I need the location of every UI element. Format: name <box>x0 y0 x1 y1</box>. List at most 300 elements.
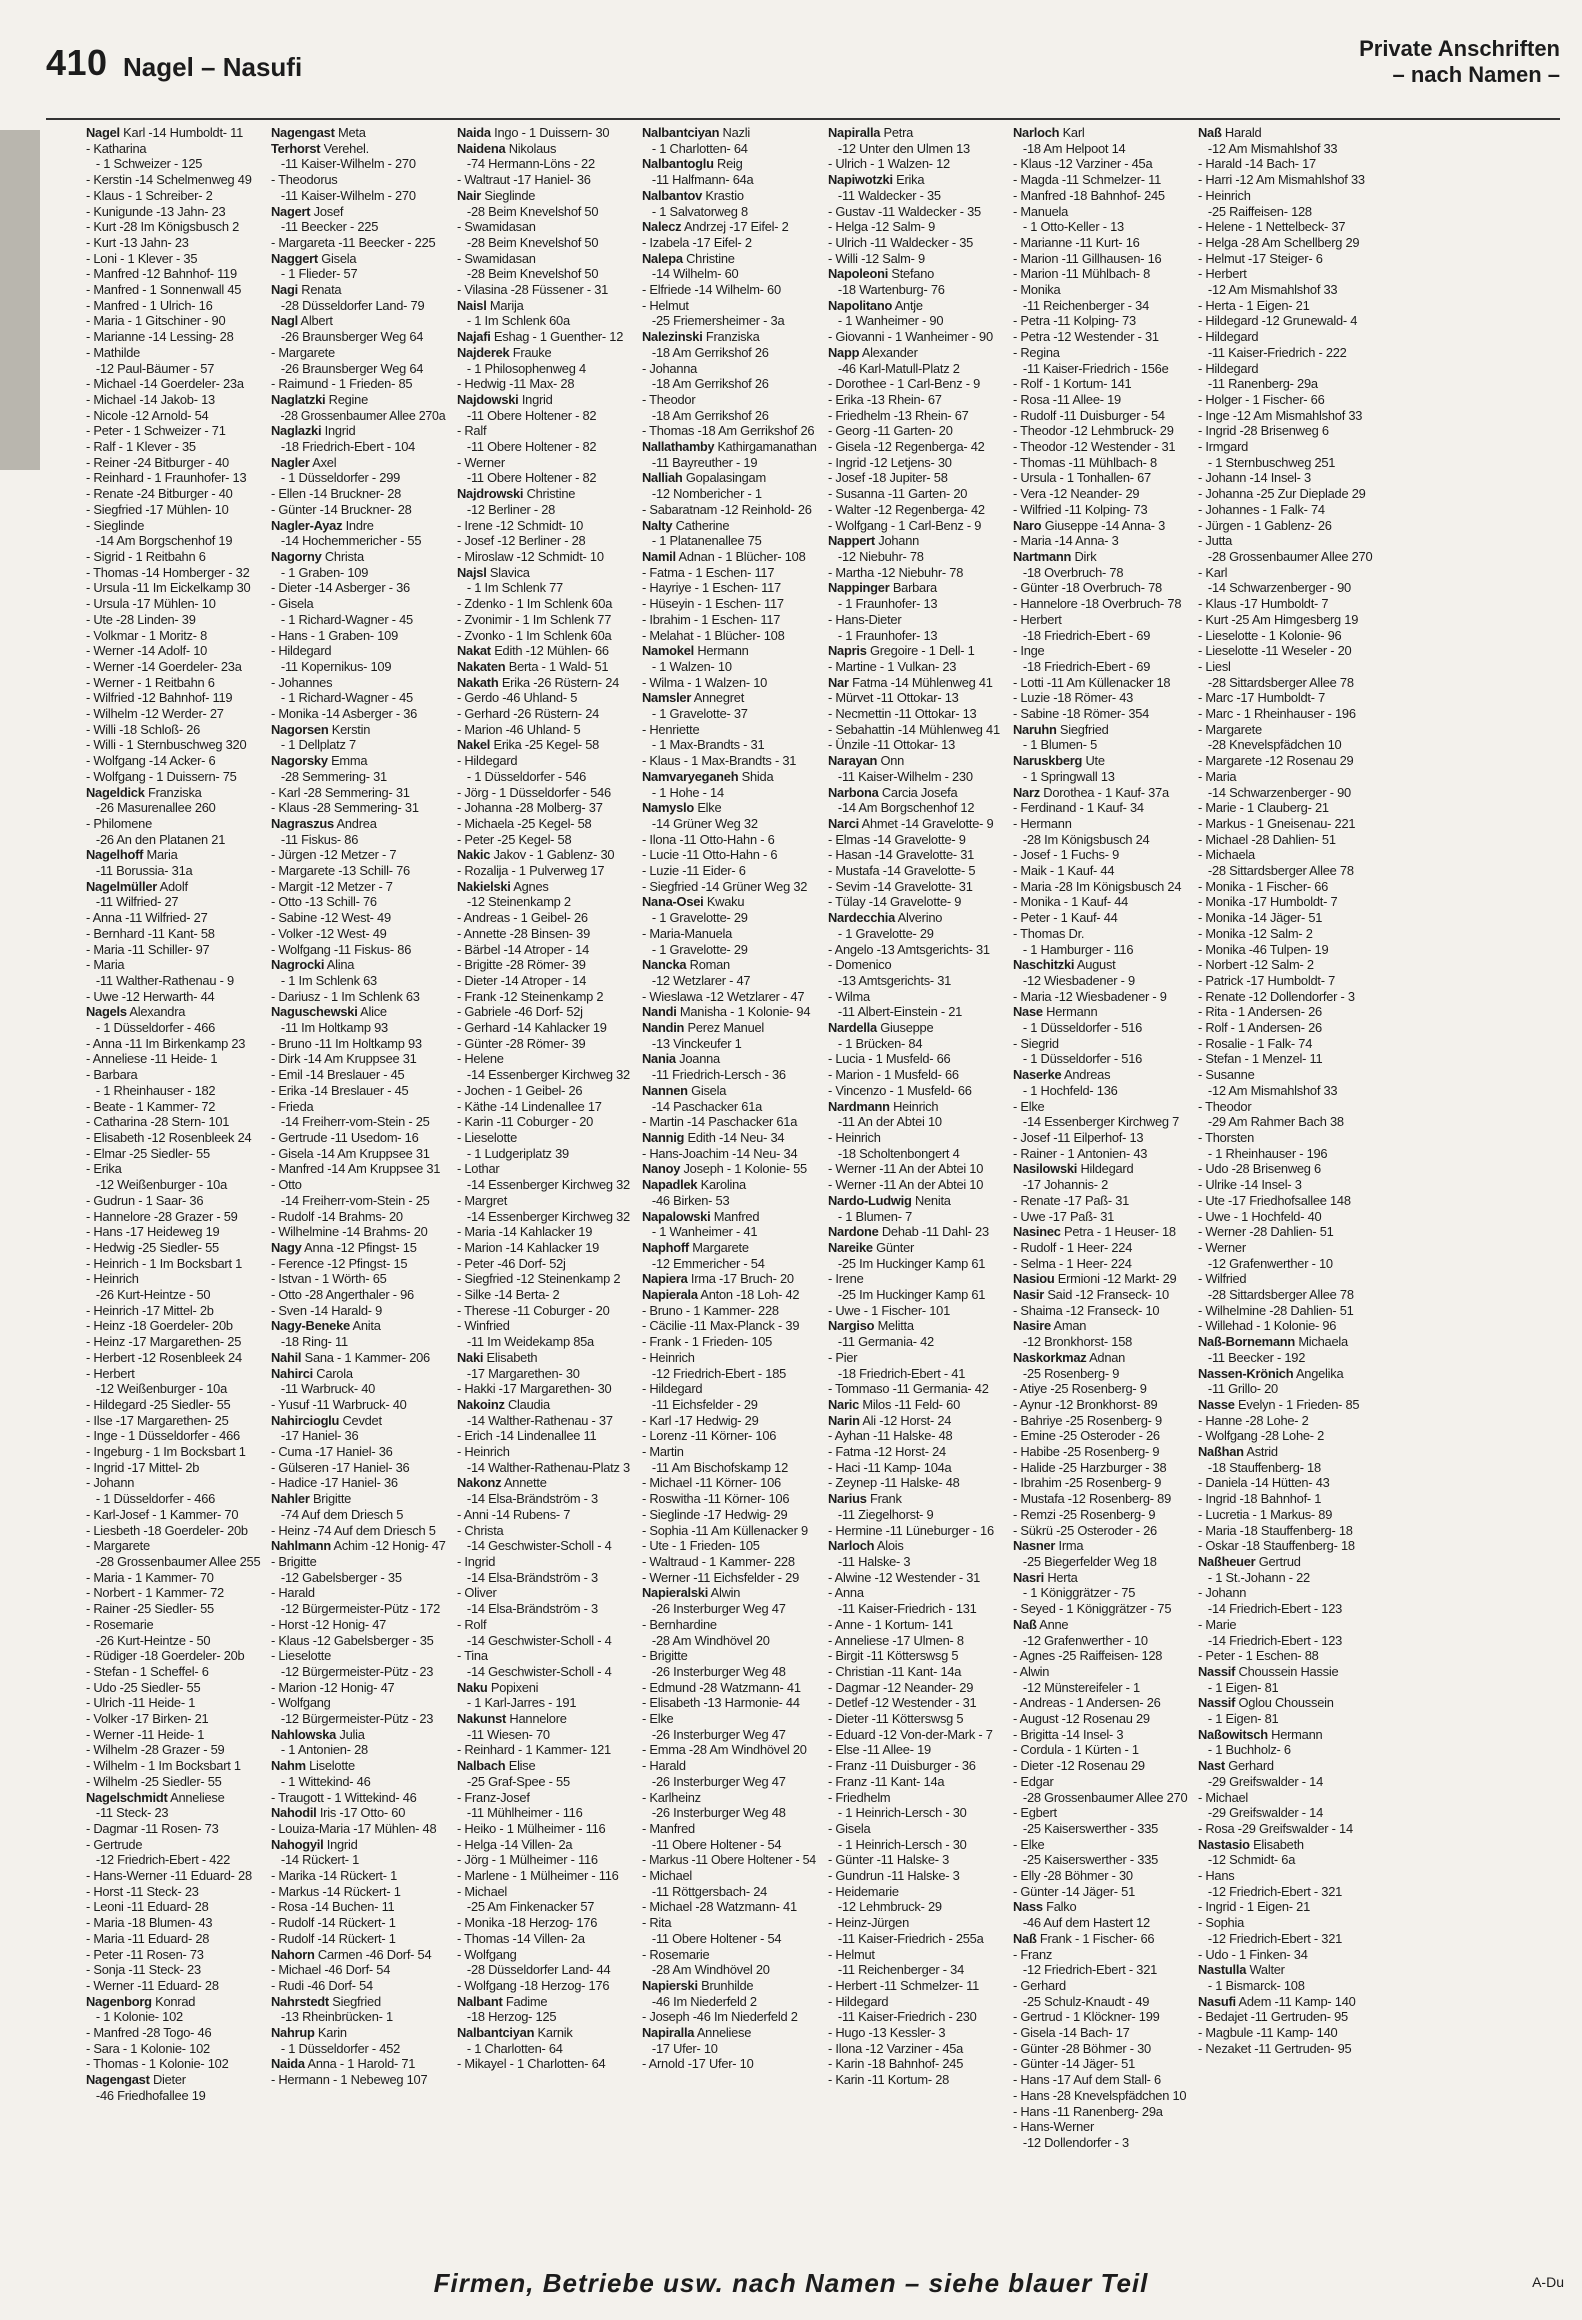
directory-entry: - Sophia -11 Am Küllenacker 9 <box>642 1522 809 1538</box>
directory-entry: - Oliver <box>456 1585 497 1601</box>
directory-entry: - Peter -46 Dorf- 52j <box>456 1255 566 1271</box>
directory-entry: Nagengast Dieter <box>86 2072 186 2088</box>
directory-entry: - Josef -12 Berliner - 28 <box>456 533 586 549</box>
directory-entry: -12 Paul-Bäumer - 57 <box>95 360 215 376</box>
directory-entry: - Marion -12 Honig- 47 <box>271 1679 395 1695</box>
directory-entry: -18 Herzog- 125 <box>466 2009 557 2025</box>
directory-entry: - Margareta -11 Beecker - 225 <box>271 234 436 250</box>
directory-entry: -13 Rheinbrücken- 1 <box>281 2009 394 2025</box>
directory-entry: Naskorkmaz Adnan <box>1012 1349 1125 1365</box>
directory-entry: - Siegrid <box>1012 1035 1059 1051</box>
directory-entry: Nakonz Annette <box>456 1475 547 1491</box>
directory-entry: - 1 Charlotten- 64 <box>652 140 748 156</box>
directory-entry: - Eduard -12 Von-der-Mark - 7 <box>827 1726 993 1742</box>
directory-entry: Nagels Alexandra <box>86 1004 186 1020</box>
directory-entry: - Ference -12 Pfingst- 15 <box>271 1255 408 1271</box>
directory-entry: - Markus -14 Rückert- 1 <box>271 1883 401 1899</box>
directory-entry: - Hermine -11 Lüneburger - 16 <box>827 1522 994 1538</box>
directory-entry: Napris Gregoire - 1 Dell- 1 <box>827 643 975 659</box>
directory-entry: - Rüdiger -18 Goerdeler- 20b <box>86 1648 245 1664</box>
directory-entry: - Zeynep -11 Halske- 48 <box>827 1475 960 1491</box>
directory-entry: -11 Halske- 3 <box>837 1553 910 1569</box>
directory-entry: - Werner -11 An der Abtei 10 <box>827 1177 983 1193</box>
directory-entry: - Rolf <box>456 1616 487 1632</box>
directory-entry: - Gerhard -26 Rüstern- 24 <box>456 706 599 722</box>
directory-entry: - Cordula - 1 Kürten - 1 <box>1012 1742 1139 1758</box>
directory-entry: - Hans -11 Ranenberg- 29a <box>1012 2103 1163 2119</box>
directory-entry: Nagorsky Emma <box>271 753 368 769</box>
directory-entry: -11 Kopernikus- 109 <box>281 658 392 674</box>
directory-entry: Nalbantciyan Karnik <box>456 2025 573 2041</box>
directory-entry: Nair Sieglinde <box>456 187 535 203</box>
directory-entry: - Else -11 Allee- 19 <box>827 1742 931 1758</box>
directory-entry: - 1 Heinrich-Lersch - 30 <box>837 1836 967 1852</box>
directory-entry: -29 Am Rahmer Bach 38 <box>1208 1114 1345 1130</box>
directory-entry: -12 Bronkhorst- 158 <box>1022 1334 1132 1350</box>
directory-entry: Nanoy Joseph - 1 Kolonie- 55 <box>642 1161 808 1177</box>
directory-entry: Nakel Erika -25 Kegel- 58 <box>456 737 599 753</box>
directory-entry: - Monika - 1 Kauf- 44 <box>1012 894 1128 910</box>
directory-entry: Nalty Catherine <box>642 517 730 533</box>
directory-entry: - 1 Dellplatz 7 <box>281 737 357 753</box>
directory-entry: - Johanna <box>642 360 698 376</box>
directory-entry: -14 Am Borgschenhof 12 <box>837 800 974 816</box>
directory-entry: - 1 Max-Brandts - 31 <box>652 737 765 753</box>
directory-entry: Napolitano Antje <box>827 297 923 313</box>
directory-entry: - Josef -18 Jupiter- 58 <box>827 470 948 486</box>
directory-entry: - Maria -12 Wiesbadener - 9 <box>1012 988 1167 1004</box>
directory-entry: -11 Kaiser-Friedrich - 156e <box>1022 360 1169 376</box>
directory-entry: Nast Gerhard <box>1198 1758 1275 1774</box>
directory-entry: - Hans-Werner -11 Eduard- 28 <box>86 1868 252 1884</box>
directory-entry: - Klaus -17 Humboldt- 7 <box>1198 596 1329 612</box>
directory-entry: Namokel Hermann <box>642 643 749 659</box>
directory-entry: - Therese -11 Coburger - 20 <box>456 1302 610 1318</box>
directory-entry: Nagi Renata <box>271 282 342 298</box>
directory-entry: - Cuma -17 Haniel- 36 <box>271 1444 393 1460</box>
directory-entry: -25 Graf-Spee - 55 <box>466 1773 570 1789</box>
directory-entry: - Maria -18 Stauffenberg- 18 <box>1198 1522 1353 1538</box>
directory-entry: -17 Margarethen- 30 <box>466 1365 580 1381</box>
directory-entry: - Anna -11 Wilfried- 27 <box>86 910 208 926</box>
directory-entry: -12 Dollendorfer - 3 <box>1022 2135 1129 2150</box>
directory-entry: Naglatzki Regine <box>271 391 369 407</box>
directory-entry: Naglazki Ingrid <box>271 423 356 439</box>
directory-entry: - Ute -28 Linden- 39 <box>86 611 196 627</box>
directory-entry: - Maria -14 Kahlacker 19 <box>456 1224 592 1240</box>
directory-entry: - Brigitta -14 Insel- 3 <box>1012 1726 1124 1742</box>
directory-entry: Nardmann Heinrich <box>827 1098 938 1114</box>
directory-entry: - Werner <box>1198 1239 1247 1255</box>
directory-entry: -18 Am Gerrikshof 26 <box>652 376 769 392</box>
directory-entry: - Christa <box>456 1522 504 1538</box>
directory-entry: -28 Am Windhövel 20 <box>652 1962 770 1978</box>
footer-note: Firmen, Betriebe usw. nach Namen – siehe blauer Teil <box>433 2268 1149 2298</box>
directory-entry: - Theodorus <box>271 172 338 188</box>
directory-entry: - 1 Antonien- 28 <box>281 1742 369 1758</box>
directory-entry: - Ingrid - 1 Eigen- 21 <box>1198 1899 1311 1915</box>
directory-entry: - 1 Graben- 109 <box>281 564 369 580</box>
directory-entry: - Birgit -11 Kötterswsg 5 <box>827 1648 958 1664</box>
directory-entry: Nappinger Barbara <box>827 580 937 596</box>
directory-entry: - Udo -25 Siedler- 55 <box>86 1679 201 1695</box>
directory-entry: - Kerstin -14 Schelmenweg 49 <box>86 172 252 188</box>
directory-entry: Nagert Josef <box>271 203 344 219</box>
directory-entry: - Horst -12 Honig- 47 <box>271 1616 387 1632</box>
directory-entry: Nardone Dehab -11 Dahl- 23 <box>827 1224 989 1240</box>
directory-entry: Nahrstedt Siegfried <box>271 1993 382 2009</box>
directory-entry: -26 An den Platanen 21 <box>95 831 226 847</box>
directory-entry: - Elmas -14 Gravelotte- 9 <box>827 831 966 847</box>
directory-entry: -12 Friedrich-Ebert - 422 <box>95 1852 231 1868</box>
directory-entry: Nardo-Ludwig Nenita <box>827 1192 951 1208</box>
directory-entry: Nassif Oglou Choussein <box>1198 1695 1334 1711</box>
directory-entry: -11 Obere Holtener - 82 <box>466 439 597 455</box>
directory-entry: -11 Kaiser-Friedrich - 255a <box>837 1930 983 1946</box>
directory-entry: Narbona Carcia Josefa <box>827 784 957 800</box>
directory-entry: -11 Im Holtkamp 93 <box>281 1020 389 1036</box>
directory-entry: - Hermann <box>1012 815 1072 831</box>
directory-entry: -12 Wetzlarer - 47 <box>652 972 751 988</box>
directory-entry: - Rita - 1 Andersen- 26 <box>1198 1004 1323 1020</box>
directory-entry: - Sophia <box>1198 1915 1245 1931</box>
directory-entry: - Werner -11 Heide- 1 <box>86 1726 205 1742</box>
directory-entry: -29 Greifswalder - 14 <box>1208 1805 1324 1821</box>
directory-entry: - 1 St.-Johann - 22 <box>1208 1569 1311 1585</box>
directory-entry: -11 Obere Holtener - 54 <box>652 1930 782 1946</box>
directory-entry: Nannen Gisela <box>642 1082 727 1098</box>
directory-entry: - Inge - 1 Düsseldorfer - 466 <box>86 1428 240 1444</box>
directory-entry: - Reinhard - 1 Fraunhofer- 13 <box>86 470 247 486</box>
directory-entry: - Margarete <box>86 1538 150 1554</box>
directory-entry: - Franz <box>1012 1946 1052 1962</box>
directory-entry: -12 Friedrich-Ebert - 321 <box>1022 1962 1157 1978</box>
directory-entry: - Hildegard <box>642 1381 703 1397</box>
directory-entry: Naidena Nikolaus <box>456 140 556 156</box>
directory-entry: -11 Wiesen- 70 <box>466 1726 550 1742</box>
directory-entry: -28 Sittardsberger Allee 78 <box>1208 863 1355 879</box>
directory-entry: Naida Anna - 1 Harold- 71 <box>271 2056 416 2072</box>
directory-entry: - Klaus -12 Varziner - 45a <box>1012 156 1153 172</box>
directory-entry: - Sabine -18 Römer- 354 <box>1012 706 1149 722</box>
directory-entry: - Karlheinz <box>642 1789 701 1805</box>
directory-entry: - Maik - 1 Kauf- 44 <box>1012 863 1115 879</box>
directory-entry: Nalliah Gopalasingam <box>642 470 767 486</box>
directory-entry: - Mustafa -14 Gravelotte- 5 <box>827 863 975 879</box>
directory-entry: - Maria -11 Eduard- 28 <box>86 1930 210 1946</box>
directory-entry: - Rosa -11 Allee- 19 <box>1012 391 1121 407</box>
directory-entry: - Erika -13 Rhein- 67 <box>827 391 942 407</box>
directory-entry: - 1 Fraunhofer- 13 <box>837 596 937 612</box>
directory-entry: Nasiou Ermioni -12 Markt- 29 <box>1012 1271 1177 1287</box>
directory-entry: - Hans-Werner <box>1012 2119 1094 2135</box>
directory-entry: - Theodor -12 Westender - 31 <box>1012 439 1176 455</box>
directory-entry: - Gülseren -17 Haniel- 36 <box>271 1459 410 1475</box>
directory-entry: - Marianne -14 Lessing- 28 <box>86 329 234 345</box>
directory-entry: Nargiso Melitta <box>827 1318 914 1334</box>
directory-entry: Nasir Said -12 Franseck- 10 <box>1012 1287 1169 1303</box>
directory-entry: Naserke Andreas <box>1012 1067 1111 1083</box>
directory-entry: -14 Essenberger Kirchweg 32 <box>466 1067 630 1083</box>
directory-entry: - Dagmar -12 Neander- 29 <box>827 1679 973 1695</box>
directory-entry: Nalbant Fadime <box>456 1993 548 2009</box>
directory-entry: -14 Walther-Rathenau-Platz 3 <box>466 1459 630 1475</box>
directory-entry: -14 Geschwister-Scholl - 4 <box>466 1663 612 1679</box>
directory-entry: - Siegfried -17 Mühlen- 10 <box>86 501 229 517</box>
section-title-line1: Private Anschriften <box>1359 36 1560 61</box>
directory-entry: - Manfred -18 Bahnhof- 245 <box>1012 187 1165 203</box>
directory-entry: - Gisela -14 Bach- 17 <box>1012 2025 1130 2041</box>
directory-entry: - Manfred - 1 Ulrich- 16 <box>86 297 213 313</box>
directory-entry: -25 Im Huckinger Kamp 61 <box>837 1287 985 1303</box>
directory-entry: - Daniela -14 Hütten- 43 <box>1198 1475 1330 1491</box>
directory-entry: - Maria - 1 Kammer- 70 <box>86 1569 214 1585</box>
directory-entry: - Günter -14 Jäger- 51 <box>1012 1883 1135 1899</box>
directory-entry: - Karin -18 Bahnhof- 245 <box>827 2056 963 2072</box>
section-title-line2: – nach Namen – <box>1392 62 1560 87</box>
directory-entry: - 1 Düsseldorfer - 516 <box>1022 1020 1142 1036</box>
directory-entry: - Regina <box>1012 344 1060 360</box>
directory-entry: -26 Insterburger Weg 48 <box>652 1805 786 1821</box>
directory-entry: - Jürgen -12 Metzer - 7 <box>271 847 397 863</box>
directory-entry: - Michael <box>1198 1789 1249 1805</box>
directory-entry: - Friedhelm <box>827 1789 890 1805</box>
directory-entry: -12 Steinenkamp 2 <box>466 894 571 910</box>
directory-entry: - Ibrahim -25 Rosenberg- 9 <box>1012 1475 1162 1491</box>
directory-entry: -12 Am Mismahlshof 33 <box>1208 282 1338 298</box>
directory-entry: Naßheuer Gertrud <box>1198 1553 1301 1569</box>
directory-entry: -12 Friedrich-Ebert - 321 <box>1208 1883 1343 1899</box>
directory-entry: -28 Grossenbaumer Allee 255 <box>95 1553 261 1569</box>
directory-entry: -11 Kaiser-Friedrich - 222 <box>1208 344 1347 360</box>
directory-entry: - Monika -14 Asberger - 36 <box>271 706 418 722</box>
directory-entry: Napierala Anton -18 Loh- 42 <box>642 1287 800 1303</box>
directory-entry: - Franz -11 Kant- 14a <box>827 1773 944 1789</box>
directory-entry: - Catharina -28 Stern- 101 <box>86 1114 230 1130</box>
directory-entry: -25 Schulz-Knaudt - 49 <box>1022 1993 1150 2009</box>
directory-entry: - Joseph -46 Im Niederfeld 2 <box>642 2009 798 2025</box>
directory-entry: - Renate -24 Bitburger - 40 <box>86 486 233 502</box>
directory-entry: - Ünzile -11 Ottokar- 13 <box>827 737 955 753</box>
directory-entry: - Wolfgang - 1 Duissern- 75 <box>86 768 237 784</box>
directory-entry: - Wolfgang -18 Herzog- 176 <box>456 1977 610 1993</box>
directory-entry: - Patrick -17 Humboldt- 7 <box>1198 972 1336 988</box>
directory-entry: - 1 Bismarck- 108 <box>1208 1977 1305 1993</box>
directory-entry: - Ferdinand - 1 Kauf- 34 <box>1012 800 1144 816</box>
directory-entry: - Heinz-Jürgen <box>827 1915 909 1931</box>
directory-entry: -25 Kaiserswerther - 335 <box>1022 1852 1158 1868</box>
directory-entry: Nalezinski Franziska <box>642 329 760 345</box>
directory-entry: - Michael -14 Jakob- 13 <box>86 391 215 407</box>
directory-entry: -12 Gabelsberger - 35 <box>281 1569 403 1585</box>
directory-entry: - Hannelore -28 Grazer - 59 <box>86 1208 238 1224</box>
directory-entry: - Rolf - 1 Kortum- 141 <box>1012 376 1132 392</box>
directory-entry: -18 Friedrich-Ebert - 41 <box>837 1365 965 1381</box>
directory-entry: - Petra -12 Westender - 31 <box>1012 329 1159 345</box>
directory-entry: - 1 Brücken- 84 <box>837 1035 922 1051</box>
directory-entry: - Agnes -25 Raiffeisen- 128 <box>1012 1648 1163 1664</box>
directory-entry: - 1 Hohe - 14 <box>652 784 725 800</box>
directory-entry: - Lieselotte - 1 Kolonie- 96 <box>1198 627 1342 643</box>
directory-entry: - Lothar <box>456 1161 500 1177</box>
directory-entry: - Marc - 1 Rheinhauser - 196 <box>1198 706 1357 722</box>
directory-entry: - Ralf - 1 Klever - 35 <box>86 439 196 455</box>
directory-entry: - Annette -28 Binsen- 39 <box>456 925 590 941</box>
directory-entry: - Sebahattin -14 Mühlenweg 41 <box>827 721 1000 737</box>
directory-entry: - Holger - 1 Fischer- 66 <box>1198 391 1325 407</box>
directory-entry: - Jörg - 1 Düsseldorfer - 546 <box>456 784 611 800</box>
directory-entry: - Otto -13 Schill- 76 <box>271 894 378 910</box>
directory-entry: -14 Freiherr-vom-Stein - 25 <box>281 1114 430 1130</box>
directory-entry: Nagrocki Alina <box>271 957 355 973</box>
directory-entry: - Ibrahim - 1 Eschen- 117 <box>642 611 781 627</box>
directory-entry: - Johannes <box>271 674 333 690</box>
directory-entry: -26 Braunsberger Weg 64 <box>281 329 424 345</box>
directory-entry: - Hildegard <box>1198 360 1259 376</box>
directory-entry: - Emma -28 Am Windhövel 20 <box>642 1742 807 1758</box>
directory-entry: - Horst -11 Steck- 23 <box>86 1883 199 1899</box>
directory-entry: - Manfred - 1 Sonnenwall 45 <box>86 282 242 298</box>
directory-entry: Nageldick Franziska <box>86 784 202 800</box>
directory-entry: - Gisela <box>271 596 314 612</box>
directory-entry: Nastulla Walter <box>1198 1962 1285 1978</box>
directory-entry: Nasse Evelyn - 1 Frieden- 85 <box>1198 1396 1360 1412</box>
directory-entry: - Maria <box>86 957 125 973</box>
directory-entry: Nasri Herta <box>1012 1569 1078 1585</box>
directory-entry: - Reiner -24 Bitburger - 40 <box>86 454 229 470</box>
directory-entry: - Egbert <box>1012 1805 1057 1821</box>
directory-entry: - Bruno -11 Im Holtkamp 93 <box>271 1035 423 1051</box>
directory-entry: Nahrup Karin <box>271 2025 348 2041</box>
directory-entry: -46 Friedhofallee 19 <box>95 2087 206 2103</box>
directory-entry: - Dirk -14 Am Kruppsee 31 <box>271 1051 417 1067</box>
directory-entry: - Kurt -13 Jahn- 23 <box>86 234 189 250</box>
directory-entry: - Reinhard - 1 Kammer- 121 <box>456 1742 611 1758</box>
directory-entry: - Marion -11 Mühlbach- 8 <box>1012 266 1150 282</box>
directory-entry: - Lucretia - 1 Markus- 89 <box>1198 1506 1333 1522</box>
directory-entry: Nagelhoff Maria <box>86 847 178 863</box>
directory-entry: Nasner Irma <box>1012 1538 1084 1554</box>
directory-entry: - Dagmar -11 Rosen- 73 <box>86 1820 219 1836</box>
directory-entry: - Alwin <box>1012 1663 1050 1679</box>
directory-entry: - Marion -46 Uhland- 5 <box>456 721 581 737</box>
directory-entry: - Detlef -12 Westender - 31 <box>827 1695 976 1711</box>
directory-entry: - Marika -14 Rückert- 1 <box>271 1868 398 1884</box>
directory-entry: Nareike Günter <box>827 1239 914 1255</box>
directory-entry: - Karl -17 Hedwig- 29 <box>642 1412 759 1428</box>
directory-entry: - Henriette <box>642 721 700 737</box>
directory-entry: -11 Albert-Einstein - 21 <box>837 1004 962 1020</box>
directory-entry: - 1 Eigen- 81 <box>1208 1711 1279 1727</box>
directory-entry: -11 Walther-Rathenau - 9 <box>95 972 234 988</box>
directory-entry: - Thomas Dr. <box>1012 925 1085 941</box>
directory-entry: -12 Am Mismahlshof 33 <box>1208 1082 1338 1098</box>
directory-entry: - Volkmar - 1 Moritz- 8 <box>86 627 208 643</box>
directory-entry: - Norbert -12 Salm- 2 <box>1198 957 1315 973</box>
directory-entry: - Cäcilie -11 Max-Planck - 39 <box>642 1318 800 1334</box>
directory-entry: Naro Giuseppe -14 Anna- 3 <box>1012 517 1165 533</box>
directory-entry: - Arnold -17 Ufer- 10 <box>642 2056 754 2072</box>
directory-entry: - Mürvet -11 Ottokar- 13 <box>827 690 959 706</box>
directory-entry: -12 Wiesbadener - 9 <box>1022 972 1135 988</box>
directory-entry: - Monika -14 Jäger- 51 <box>1198 910 1323 926</box>
directory-entry: Nastasio Elisabeth <box>1198 1836 1305 1852</box>
directory-entry: - Hedwig -25 Siedler- 55 <box>86 1239 219 1255</box>
directory-entry: - Georg -11 Garten- 20 <box>827 423 953 439</box>
directory-entry: - Gisela -14 Am Kruppsee 31 <box>271 1145 431 1161</box>
directory-entry: - Werner -11 Eduard- 28 <box>86 1977 219 1993</box>
directory-entry: - Silke -14 Berta- 2 <box>456 1287 560 1303</box>
directory-entry: - Willi - 1 Sternbuschweg 320 <box>86 737 247 753</box>
directory-entry: - Wolfgang -11 Fiskus- 86 <box>271 941 412 957</box>
directory-entry: - Monika -46 Tulpen- 19 <box>1198 941 1329 957</box>
directory-entry: -12 Am Mismahlshof 33 <box>1208 140 1338 156</box>
directory-entry: - 1 Rheinhauser - 182 <box>95 1082 216 1098</box>
directory-entry: Terhorst Verehel. <box>271 140 370 156</box>
directory-entry: -14 Geschwister-Scholl - 4 <box>466 1538 612 1554</box>
directory-entry: - Rozalija - 1 Pulverweg 17 <box>456 863 605 879</box>
directory-entry: - Bernhard -11 Kant- 58 <box>86 925 215 941</box>
directory-entry: - Werner -11 An der Abtei 10 <box>827 1161 983 1177</box>
directory-entry: Najsl Slavica <box>456 564 530 580</box>
directory-entry: -18 Am Helpoot 14 <box>1022 140 1126 156</box>
directory-entry: - 1 Heinrich-Lersch - 30 <box>837 1805 967 1821</box>
directory-entry: - Michael <box>642 1868 693 1884</box>
directory-entry: - Harald -14 Bach- 17 <box>1198 156 1317 172</box>
directory-entry: -11 Steck- 23 <box>95 1805 169 1821</box>
directory-entry: - Otto <box>271 1177 303 1193</box>
directory-entry: - Zvonimir - 1 Im Schlenk 77 <box>456 611 611 627</box>
directory-entry: - Seyed - 1 Königgrätzer - 75 <box>1012 1601 1172 1617</box>
directory-entry: -17 Ufer- 10 <box>652 2040 718 2056</box>
directory-entry: - Rainer - 1 Antonien- 43 <box>1012 1145 1148 1161</box>
directory-entry: - Hüseyin - 1 Eschen- 117 <box>642 596 784 612</box>
directory-entry: - 1 Düsseldorfer - 452 <box>281 2040 401 2056</box>
directory-entry: -14 Essenberger Kirchweg 7 <box>1022 1114 1179 1130</box>
directory-entry: - Tommaso -11 Germania- 42 <box>827 1381 989 1397</box>
directory-entry: -26 Insterburger Weg 47 <box>652 1601 786 1617</box>
directory-entry: -14 Freiherr-vom-Stein - 25 <box>281 1192 430 1208</box>
directory-entry: - Johanna -25 Zur Dieplade 29 <box>1198 486 1366 502</box>
directory-entry: -14 Elsa-Brändström - 3 <box>466 1601 598 1617</box>
directory-entry: - 1 Düsseldorfer - 466 <box>95 1491 216 1507</box>
directory-entry: - 1 Blumen- 5 <box>1022 737 1097 753</box>
directory-entry: -14 Hochemmericher - 55 <box>281 533 422 549</box>
directory-entry: -25 Kaiserswerther - 335 <box>1022 1820 1158 1836</box>
directory-entry: Nalbantov Krastio <box>642 187 744 203</box>
directory-entry: - Heiko - 1 Mülheimer - 116 <box>456 1820 606 1836</box>
directory-entry: - Selma - 1 Heer- 224 <box>1012 1255 1132 1271</box>
directory-entry: - 1 Düsseldorfer - 299 <box>281 470 401 486</box>
directory-entry: - Wilhelm -25 Siedler- 55 <box>86 1773 222 1789</box>
directory-entry: - Bahriye -25 Rosenberg- 9 <box>1012 1412 1162 1428</box>
directory-entry: Nagy Anna -12 Pfingst- 15 <box>271 1239 418 1255</box>
directory-entry: - Wolfgang <box>456 1946 517 1962</box>
directory-entry: - 1 Richard-Wagner - 45 <box>281 611 414 627</box>
directory-entry: -18 Friedrich-Ebert - 69 <box>1022 627 1151 643</box>
directory-entry: - Stefan - 1 Scheffel- 6 <box>86 1663 209 1679</box>
directory-entry: - Swamidasan <box>456 219 536 235</box>
directory-entry: -74 Hermann-Löns - 22 <box>466 156 595 172</box>
directory-entry: -11 Bayreuther - 19 <box>652 454 758 470</box>
directory-entry: - Heinz -74 Auf dem Driesch 5 <box>271 1522 437 1538</box>
directory-entry: - Markus -11 Obere Holtener - 54 <box>642 1852 817 1868</box>
directory-entry: -25 Im Huckinger Kamp 61 <box>837 1255 985 1271</box>
directory-entry: Nartmann Dirk <box>1012 548 1097 564</box>
directory-entry: - Hakki -17 Margarethen- 30 <box>456 1381 612 1397</box>
directory-entry: - Elke <box>1012 1836 1045 1852</box>
directory-entry: - Elisabeth -13 Harmonie- 44 <box>642 1695 800 1711</box>
